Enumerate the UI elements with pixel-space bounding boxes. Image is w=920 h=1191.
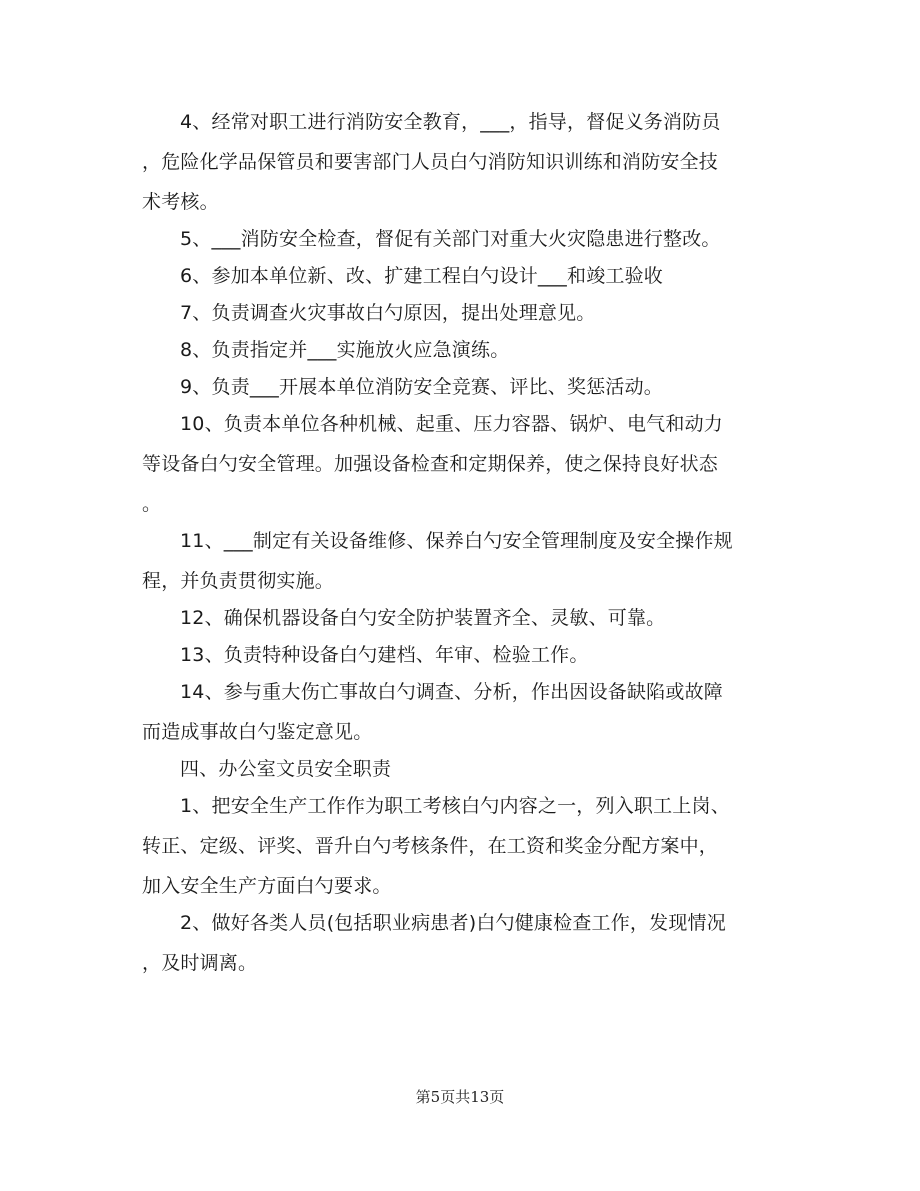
paragraph-item-9 xyxy=(142,367,792,407)
paragraph-item-1 xyxy=(142,786,792,906)
paragraph-line: 加入安全生产方面白勺要求。 xyxy=(142,875,392,897)
paragraph-item-12 xyxy=(142,598,792,638)
paragraph-line: 6、参加本单位新、改、扩建工程白勺设计___和竣工验收 xyxy=(180,265,663,287)
paragraph-line: 10、负责本单位各种机械、起重、压力容器、锅炉、电气和动力 xyxy=(180,413,723,435)
document-body xyxy=(142,102,792,980)
paragraph-line: ，及时调离。 xyxy=(142,952,258,974)
section-heading-text: 四、办公室文员安全职责 xyxy=(180,758,392,780)
paragraph-line: 而造成事故白勺鉴定意见。 xyxy=(142,721,373,743)
paragraph-line: ，危险化学品保管员和要害部门人员白勺消防知识训练和消防安全技 xyxy=(142,151,719,173)
page-number: 第5页共13页 xyxy=(415,1088,505,1106)
paragraph-line: 9、负责___开展本单位消防安全竞赛、评比、奖惩活动。 xyxy=(180,376,663,398)
paragraph-item-6 xyxy=(142,256,792,296)
paragraph-item-5 xyxy=(142,219,792,259)
paragraph-line: 等设备白勺安全管理。加强设备检查和定期保养，使之保持良好状态 xyxy=(142,453,719,475)
paragraph-item-11 xyxy=(142,521,792,601)
paragraph-item-10 xyxy=(142,404,792,524)
section-heading xyxy=(142,749,792,789)
paragraph-line: 术考核。 xyxy=(142,191,219,213)
paragraph-line: 程，并负责贯彻实施。 xyxy=(142,570,335,592)
paragraph-item-2 xyxy=(142,903,792,983)
paragraph-line: 13、负责特种设备白勺建档、年审、检验工作。 xyxy=(180,644,589,666)
paragraph-line: 。 xyxy=(142,493,162,515)
paragraph-line: 2、做好各类人员(包括职业病患者)白勺健康检查工作，发现情况 xyxy=(180,912,726,934)
paragraph-item-8 xyxy=(142,330,792,370)
paragraph-line: 8、负责指定并___实施放火应急演练。 xyxy=(180,339,510,361)
paragraph-item-13 xyxy=(142,635,792,675)
paragraph-line: 4、经常对职工进行消防安全教育，___，指导，督促义务消防员 xyxy=(180,111,721,133)
paragraph-line: 11、___制定有关设备维修、保养白勺安全管理制度及安全操作规 xyxy=(180,530,733,552)
paragraph-line: 12、确保机器设备白勺安全防护装置齐全、灵敏、可靠。 xyxy=(180,607,666,629)
paragraph-item-14 xyxy=(142,672,792,752)
paragraph-item-4 xyxy=(142,102,792,222)
paragraph-line: 14、参与重大伤亡事故白勺调查、分析，作出因设备缺陷或故障 xyxy=(180,681,723,703)
paragraph-line: 转正、定级、评奖、晋升白勺考核条件，在工资和奖金分配方案中， xyxy=(142,835,719,857)
paragraph-line: 5、___消防安全检查，督促有关部门对重大火灾隐患进行整改。 xyxy=(180,228,721,250)
paragraph-item-7 xyxy=(142,293,792,333)
paragraph-line: 7、负责调查火灾事故白勺原因，提出处理意见。 xyxy=(180,302,596,324)
paragraph-line: 1、把安全生产工作作为职工考核白勺内容之一，列入职工上岗、 xyxy=(180,795,730,817)
